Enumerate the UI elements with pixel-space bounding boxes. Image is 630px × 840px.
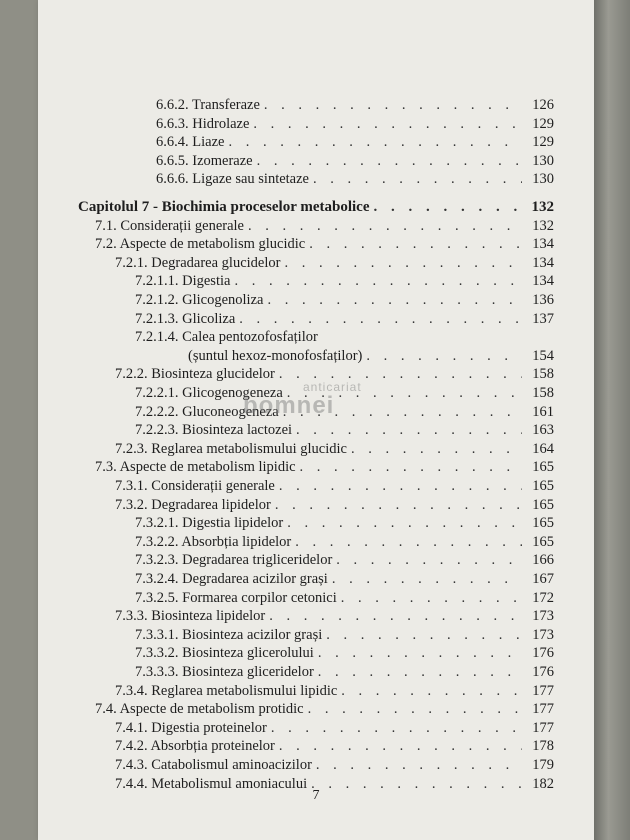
toc-entry-7-3: 7.3. Aspecte de metabolism lipidic . . . 165: [95, 459, 554, 481]
toc-page-number: 165: [532, 533, 554, 550]
toc-page-number: 132: [531, 199, 554, 215]
toc-entry-7-2-1-3: 7.2.1.3. Glicoliza . . . 137: [135, 311, 554, 333]
toc-entry-7-3-2-4: 7.3.2.4. Degradarea acizilor grași . . . 167: [135, 571, 554, 593]
toc-page-number: 182: [532, 775, 554, 792]
toc-entry-7-3-2-2: 7.3.2.2. Absorbția lipidelor . . . 165: [135, 534, 554, 556]
watermark-main-text: bomnei: [243, 392, 335, 419]
toc-entry-7-3-1: 7.3.1. Considerații generale . . . 165: [115, 478, 554, 500]
toc-entry-7-2-2-1: 7.2.2.1. Glicogenogeneza . . . 158: [135, 385, 554, 407]
toc-page-number: 126: [532, 97, 554, 113]
toc-page-number: 137: [532, 310, 554, 327]
toc-page-number: 172: [532, 589, 554, 606]
toc-page-number: 176: [532, 645, 554, 662]
toc-entry-7-3-2-3: 7.3.2.3. Degradarea trigliceridelor . . . 166: [135, 552, 554, 574]
toc-entry-7-3-3: 7.3.3. Biosinteza lipidelor . . . 173: [115, 608, 554, 630]
toc-page-number: 163: [532, 422, 554, 439]
toc-page-number: 177: [532, 719, 554, 736]
toc-entry-7-2-1: 7.2.1. Degradarea glucidelor . . . 134: [115, 255, 554, 277]
toc-entry-7-3-2-5: 7.3.2.5. Formarea corpilor cetonici . . . 172: [135, 590, 554, 612]
toc-page-number: 130: [532, 171, 554, 188]
page-number: 7: [312, 788, 320, 803]
toc-page-number: 164: [532, 440, 554, 457]
toc-page-number: 165: [532, 515, 554, 532]
watermark-top-text: anticariat: [303, 380, 362, 394]
toc-entry-7-3-3-2: 7.3.3.2. Biosinteza glicerolului . . . 176: [135, 645, 554, 667]
toc-entry-7-2-1-4: 7.2.1.4. Calea pentozofosfaților: [135, 329, 318, 346]
toc-entry-7-4-4: 7.4.4. Metabolismul amoniacului . . . 182: [115, 776, 554, 798]
toc-page-number: 178: [532, 738, 554, 755]
toc-entry-7-3-4: 7.3.4. Reglarea metabolismului lipidic . . . 177: [115, 683, 554, 705]
toc-page-number: 134: [532, 254, 554, 271]
toc-page-number: 173: [532, 608, 554, 625]
toc-entry-7-4: 7.4. Aspecte de metabolism protidic . . . 177: [95, 701, 554, 723]
toc-page-number: 134: [532, 273, 554, 290]
toc-page-number: 167: [532, 571, 554, 587]
toc-page-number: 158: [532, 385, 554, 401]
toc-entry-7-2-3: 7.2.3. Reglarea metabolismului glucidic . . . 164: [115, 441, 554, 463]
toc-entry-7-1: 7.1. Considerații generale . . . 132: [95, 218, 554, 240]
toc-page-number: 130: [532, 152, 554, 169]
toc-entry-7-2-2: 7.2.2. Biosinteza glucidelor . . . 158: [115, 366, 554, 388]
toc-entry-7-2-2-2: 7.2.2.2. Gluconeogeneza . . . 161: [135, 404, 554, 426]
toc-page-number: 129: [532, 134, 554, 151]
toc-entry-6-6-4: 6.6.4. Liaze . . . 129: [156, 134, 554, 156]
toc-entry-6-6-2: 6.6.2. Transferaze . . . 126: [156, 97, 554, 119]
toc-entry-6-6-6: 6.6.6. Ligaze sau sintetaze . . . 130: [156, 171, 554, 193]
toc-entry-7-2-1-4-cont: (șuntul hexoz-monofosfaților) . . . 154: [188, 348, 554, 370]
toc-page-number: 132: [532, 217, 554, 234]
toc-page-number: 179: [532, 757, 554, 773]
toc-entry-7-3-3-3: 7.3.3.3. Biosinteza gliceridelor . . . 176: [135, 664, 554, 686]
toc-entry-7-4-2: 7.4.2. Absorbția proteinelor . . . 178: [115, 738, 554, 760]
table-of-contents: [38, 0, 594, 840]
toc-page-number: 165: [532, 496, 554, 513]
toc-page-number: 177: [532, 682, 554, 699]
toc-entry-7-3-2-1: 7.3.2.1. Digestia lipidelor . . . 165: [135, 515, 554, 537]
toc-chapter-7: Capitolul 7 - Biochimia proceselor metabolice . . . 132: [78, 199, 554, 221]
toc-entry-7-2-1-2: 7.2.1.2. Glicogenoliza . . . 136: [135, 292, 554, 314]
toc-entry-7-2-1-1: 7.2.1.1. Digestia . . . 134: [135, 273, 554, 295]
toc-page-number: 166: [532, 552, 554, 569]
toc-entry-7-2: 7.2. Aspecte de metabolism glucidic . . . 134: [95, 236, 554, 258]
toc-page-number: 176: [532, 664, 554, 680]
toc-page-number: 154: [532, 347, 554, 364]
toc-entry-6-6-5: 6.6.5. Izomeraze . . . 130: [156, 153, 554, 175]
toc-page-number: 165: [532, 478, 554, 494]
toc-entry-7-2-2-3: 7.2.2.3. Biosinteza lactozei . . . 163: [135, 422, 554, 444]
toc-page-number: 129: [532, 115, 554, 132]
toc-entry-7-3-2: 7.3.2. Degradarea lipidelor . . . 165: [115, 497, 554, 519]
toc-page-number: 134: [532, 236, 554, 253]
book-page: [38, 0, 594, 840]
toc-entry-7-4-1: 7.4.1. Digestia proteinelor . . . 177: [115, 720, 554, 742]
adjacent-pages-edge: [594, 0, 630, 840]
toc-entry-6-6-3: 6.6.3. Hidrolaze . . . 129: [156, 116, 554, 138]
toc-page-number: 158: [532, 366, 554, 383]
toc-entry-7-3-3-1: 7.3.3.1. Biosinteza acizilor grași . . . 173: [135, 627, 554, 649]
toc-page-number: 177: [532, 701, 554, 718]
toc-page-number: 136: [532, 292, 554, 308]
toc-page-number: 173: [532, 626, 554, 643]
toc-page-number: 165: [532, 459, 554, 476]
toc-entry-7-4-3: 7.4.3. Catabolismul aminoacizilor . . . 179: [115, 757, 554, 779]
toc-page-number: 161: [532, 403, 554, 420]
